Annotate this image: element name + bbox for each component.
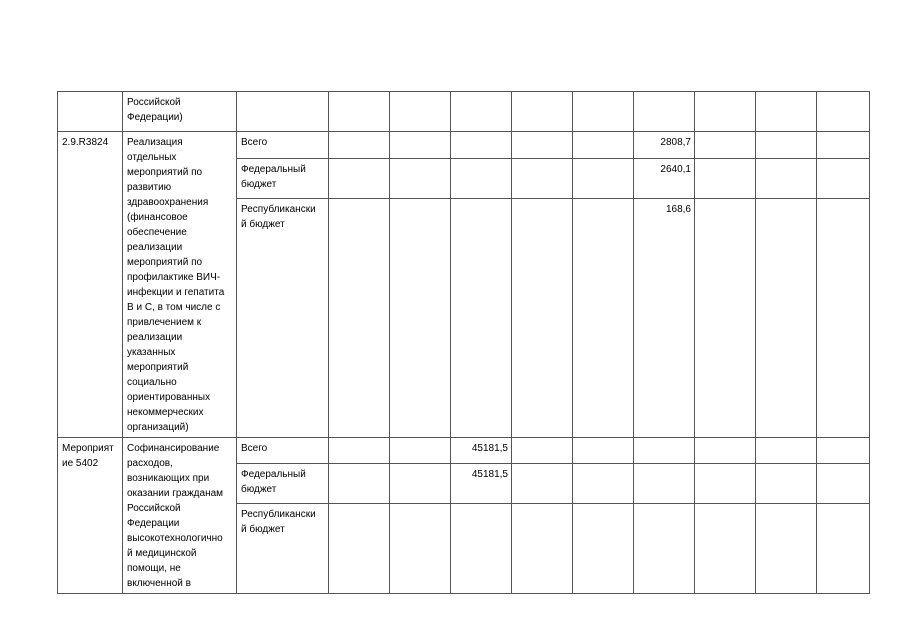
- code-cell: Мероприят ие 5402: [58, 438, 123, 594]
- name-cell: Российской Федерации): [123, 92, 237, 132]
- code-cell: 2.9.R3824: [58, 132, 123, 438]
- source-cell: Республикански й бюджет: [237, 199, 329, 438]
- table-row: [58, 132, 870, 159]
- value-cell: 45181,5: [451, 438, 512, 464]
- value-cell: 168,6: [634, 199, 695, 438]
- code-cell: [58, 92, 123, 132]
- source-cell: Всего: [237, 132, 329, 159]
- name-cell: Софинансирование расходов, возникающих при оказании гражданам Российской Федерации высокотехнологично й медицинской помощи, не включенной в: [123, 438, 237, 594]
- source-cell: [237, 92, 329, 132]
- value-cell: [451, 504, 512, 594]
- table-row: [58, 438, 870, 464]
- name-cell: Реализация отдельных мероприятий по развитию здравоохранения (финансовое обеспечение реализации мероприятий по профилактике ВИЧ- инфекции и гепатита В и С, в том числе с привлечением к реализации указанных мероприятий социально ориентированных некоммерческих организаций): [123, 132, 237, 438]
- source-cell: Республикански й бюджет: [237, 504, 329, 594]
- table-row: [58, 92, 870, 132]
- value-cell: 2640,1: [634, 158, 695, 199]
- value-cell: 45181,5: [451, 464, 512, 504]
- source-cell: Всего: [237, 438, 329, 464]
- source-cell: Федеральный бюджет: [237, 464, 329, 504]
- value-cell: 2808,7: [634, 132, 695, 159]
- budget-table: [57, 91, 870, 594]
- source-cell: Федеральный бюджет: [237, 158, 329, 199]
